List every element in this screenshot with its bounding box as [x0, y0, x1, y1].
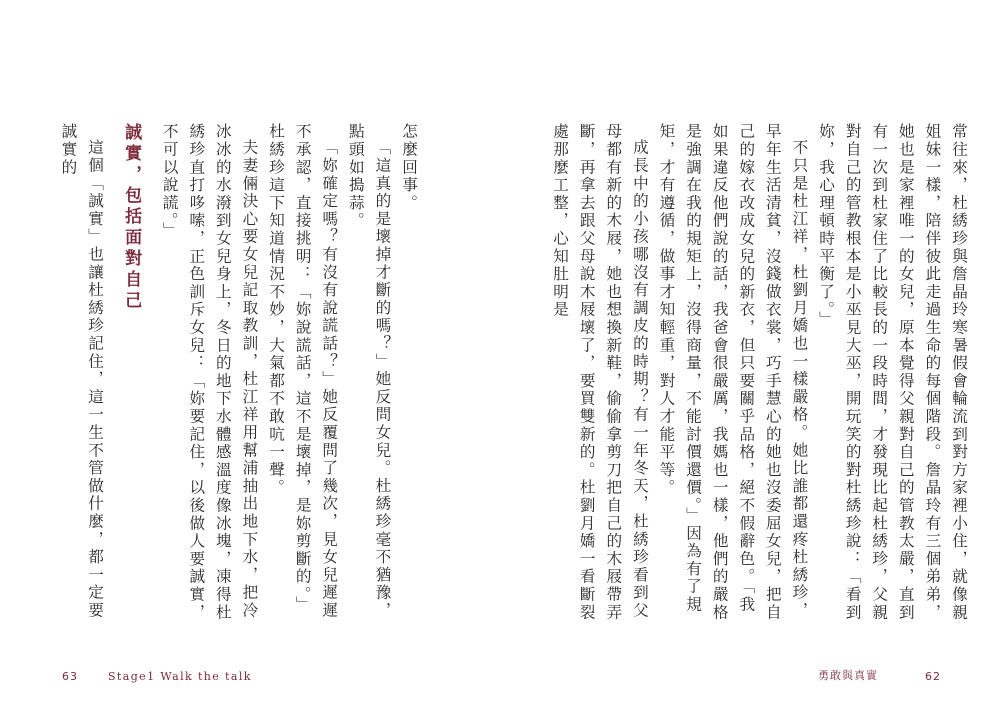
right-page-body-text	[551, 123, 972, 623]
paragraph-7: 夫妻倆決心要女兒記取教訓，杜江祥用幫浦抽出地下水，把冷冰冰的水潑到女兒身上，冬日的地下水體感溫度像冰塊，凍得杜綉珍直打哆嗦，正色訓斥女兒：「妳要記住，以後做人要誠實，不可以說謊。」	[160, 123, 259, 622]
right-page	[500, 0, 1000, 710]
paragraph-1: 常往來，杜綉珍與詹晶玲寒暑假會輪流到對方家裡小住，就像親姐妹一樣，陪伴彼此走過生命的每個階段。詹晶玲有三個弟弟，她也是家裡唯一的女兒，原本覺得父親對自己的管教太嚴，直到有一次到杜家住了比較長的一段時間，才發現比起杜綉珍，父親對自己的管教根本是小巫見大巫，開玩笑的對杜綉珍說：「看到妳，我心理頓時平衡了。」	[817, 123, 968, 622]
paragraph-8: 這個「誠實」也讓杜綉珍記住，這一生不管做什麼，都一定要誠實的	[59, 123, 105, 620]
paragraph-4: 怎麼回事。	[400, 123, 418, 212]
paragraph-6: 「妳確定嗎？有沒有說謊話？」她反覆問了幾次，見女兒遲遲不承認，直接挑明：「妳說謊話，這不是壞掉，是妳剪斷的。」杜綉珍這下知道情況不妙，大氣都不敢吭一聲。	[267, 123, 339, 620]
paragraph-3: 成長中的小孩哪沒有調皮的時期？有一年冬天，杜綉珍看到父母都有新的木屐，她也想換新鞋，偷偷拿剪刀把自己的木屐帶弄斷，再拿去跟父母說木屐壞了，要買雙新的。杜劉月嬌一看斷裂處那麼工整，心知肚明是	[551, 123, 649, 622]
right-page-number: 62	[925, 670, 941, 683]
paragraph-5: 「這真的是壞掉才斷的嗎？」她反問女兒。杜綉珍毫不猶豫，點頭如搗蒜。	[346, 123, 392, 620]
section-heading: 誠實，包括面對自己	[121, 123, 142, 312]
paragraph-2: 不只是杜江祥，杜劉月嬌也一樣嚴格。她比誰都還疼杜綉珍，早年生活清貧，沒錢做衣裳，巧手慧心的她也沒委屈女兒，把自己的嫁衣改成女兒的新衣，但只要關乎品格，絕不假辭色。「我如果違反他們說的話，我爸會很嚴厲，我媽也一樣，他們的嚴格是強調在我的規矩上，沒得商量，不能討價還價。」因為有了規矩，才有遵循，做事才知輕重，對人才能平等。	[657, 123, 809, 622]
left-page-number: 63	[62, 670, 78, 683]
left-running-title: Stage1 Walk the talk	[108, 670, 252, 683]
right-running-title: 勇敢與真實	[818, 669, 878, 682]
left-page-body-text	[59, 123, 422, 623]
